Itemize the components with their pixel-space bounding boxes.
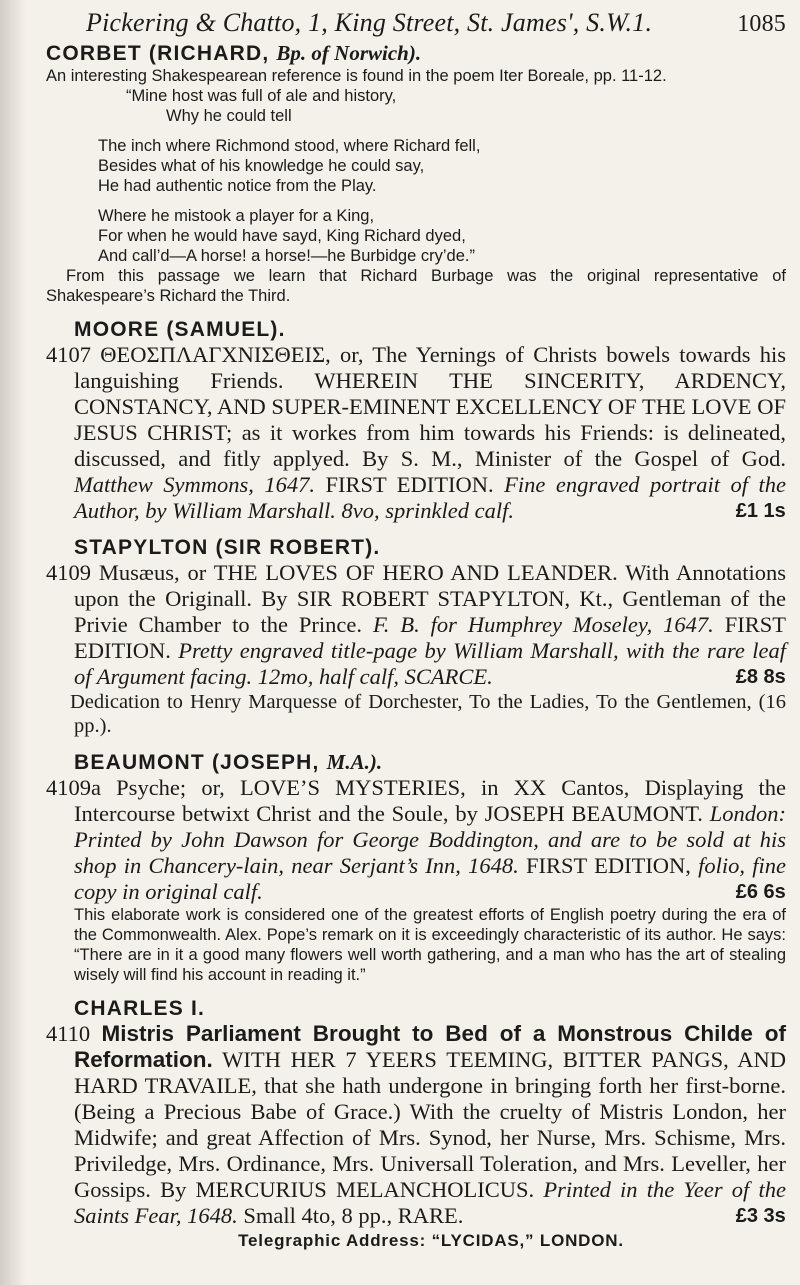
entry-description: Fine engraved portrait of the Author, by William Marshall. 8vo, sprinkled calf. [74,472,787,523]
poem-line: Where he mistook a player for a King, [98,207,375,225]
entry-title: Mistris Parliament Brought to Bed of a Monstrous Childe of Reformation. [74,1021,787,1072]
entry-price: £1 1s [735,500,786,522]
entry-stapylton [46,536,786,738]
entry-beaumont [46,750,786,985]
poem-line: “Mine host was full of ale and history, [126,87,397,105]
entry-title: ΘΕΟΣΠΛΑΓΧΝΙΣΘΕΙΣ, or, The Yernings of Christs bowels towards his languishing Friends. WHEREIN THE SINCERITY, ARDENCY, CONSTANCY, AND SUPER-EMINENT EXCELLENCY OF THE LOVE OF JESUS CHRIST; as it workes from him towards his Friends: is delineated, discussed, and fitly applyed. By S. M., Minister of the Gospel of God. [74,342,786,471]
poem-line: The inch where Richmond stood, where Richard fell, [98,137,481,155]
poem-line: Besides what of his knowledge he could say, [98,157,425,175]
lot-number: 4107 [46,342,91,367]
entry-note: Dedication to Henry Marquesse of Dorchester, To the Ladies, To the Gentlemen, (16 pp.). [70,691,786,737]
entry-edition: FIRST EDITION. [74,612,787,663]
entry-body [46,342,786,524]
author-heading: BEAUMONT (JOSEPH, M.A.). [74,750,383,774]
entry-price: £3 3s [735,1205,786,1227]
entry-body [46,775,786,905]
poem-line: And call’d—A horse! a horse!—he Burbidge cry’de.” [98,247,475,265]
entry-body [46,560,786,690]
entry-edition: FIRST EDITION, [526,853,691,878]
poem-quotation [46,86,786,266]
entry-edition: FIRST EDITION. [325,472,494,497]
entry-price: £6 6s [735,881,786,903]
lot-number: 4110 [46,1021,91,1046]
poem-line: Why he could tell [166,107,292,125]
entry-title: Musæus, or THE LOVES OF HERO AND LEANDER. With Annotations upon the Originall. By SIR ROBERT STAPYLTON, Kt., Gentleman of the Privie Chamber to the Prince. [74,560,786,637]
lot-number: 4109a [46,775,101,800]
page-gutter-shadow [0,0,26,1285]
entry-publisher: London: Printed by John Dawson for George Boddington, and are to be sold at his shop in Chancery-lain, near Serjant’s Inn, 1648. [74,801,786,878]
author-heading: CORBET (RICHARD, Bp. of Norwich). [46,41,422,65]
entry-corbet [46,41,786,306]
entry-moore [46,318,786,524]
author-heading: MOORE (SAMUEL). [74,318,286,341]
entry-price: £8 8s [735,666,786,688]
lot-number: 4109 [46,560,91,585]
running-head [86,8,786,39]
entry-description: folio, fine copy in original calf. [74,853,787,904]
poem-line: For when he would have sayd, King Richard dyed, [98,227,466,245]
entry-title: Psyche; or, LOVE’S MYSTERIES, in XX Cantos, Displaying the Intercourse betwixt Christ and the Soule, by JOSEPH BEAUMONT. [74,775,786,826]
entry-charles [46,997,786,1229]
entry-description: Small 4to, 8 pp., RARE. [243,1203,464,1228]
telegraphic-address: Telegraphic Address: “LYCIDAS,” LONDON. [238,1231,624,1250]
page-number: 1085 [737,11,786,37]
entry-note: From this passage we learn that Richard Burbage was the original representative of Shakespeare’s Richard the Third. [46,267,786,305]
entry-description: Pretty engraved title-page by William Marshall, with the rare leaf of Argument facing. 12mo, half calf, SCARCE. [74,638,787,689]
author-heading: CHARLES I. [74,997,206,1020]
running-head-text: Pickering & Chatto, 1, King Street, St. James', S.W.1. [86,8,653,37]
entry-title-rest: WITH HER 7 YEERS TEEMING, BITTER PANGS, AND HARD TRAVAILE, that she hath undergone in bringing forth her first-borne. (Being a Precious Babe of Grace.) With the cruelty of Mistris London, her Midwife; and great Affection of Mrs. Synod, her Nurse, Mrs. Schisme, Mrs. Priviledge, Mrs. Ordinance, Mrs. Universall Toleration, and Mrs. Leveller, her Gossips. By MERCURIUS MELANCHOLICUS. [74,1047,786,1202]
entry-publisher: Matthew Symmons, 1647. [74,472,315,497]
entry-intro: An interesting Shakespearean reference is found in the poem Iter Boreale, pp. 11-12. [46,67,667,85]
entry-note: This elaborate work is considered one of the greatest efforts of English poetry during the era of the Commonwealth. Alex. Pope’s remark on it is exceedingly characteristic of its author. He says: “There are in it a good many flowers well worth gathering, and a man who has the art of stealing wisely will find his account in reading it.” [74,906,786,984]
entry-publisher: F. B. for Humphrey Moseley, 1647. [372,612,714,637]
poem-line: He had authentic notice from the Play. [98,177,377,195]
entry-publisher: Printed in the Yeer of the Saints Fear, 1648. [74,1177,786,1228]
entry-body [46,1021,786,1229]
author-heading: STAPYLTON (SIR ROBERT). [74,536,381,559]
